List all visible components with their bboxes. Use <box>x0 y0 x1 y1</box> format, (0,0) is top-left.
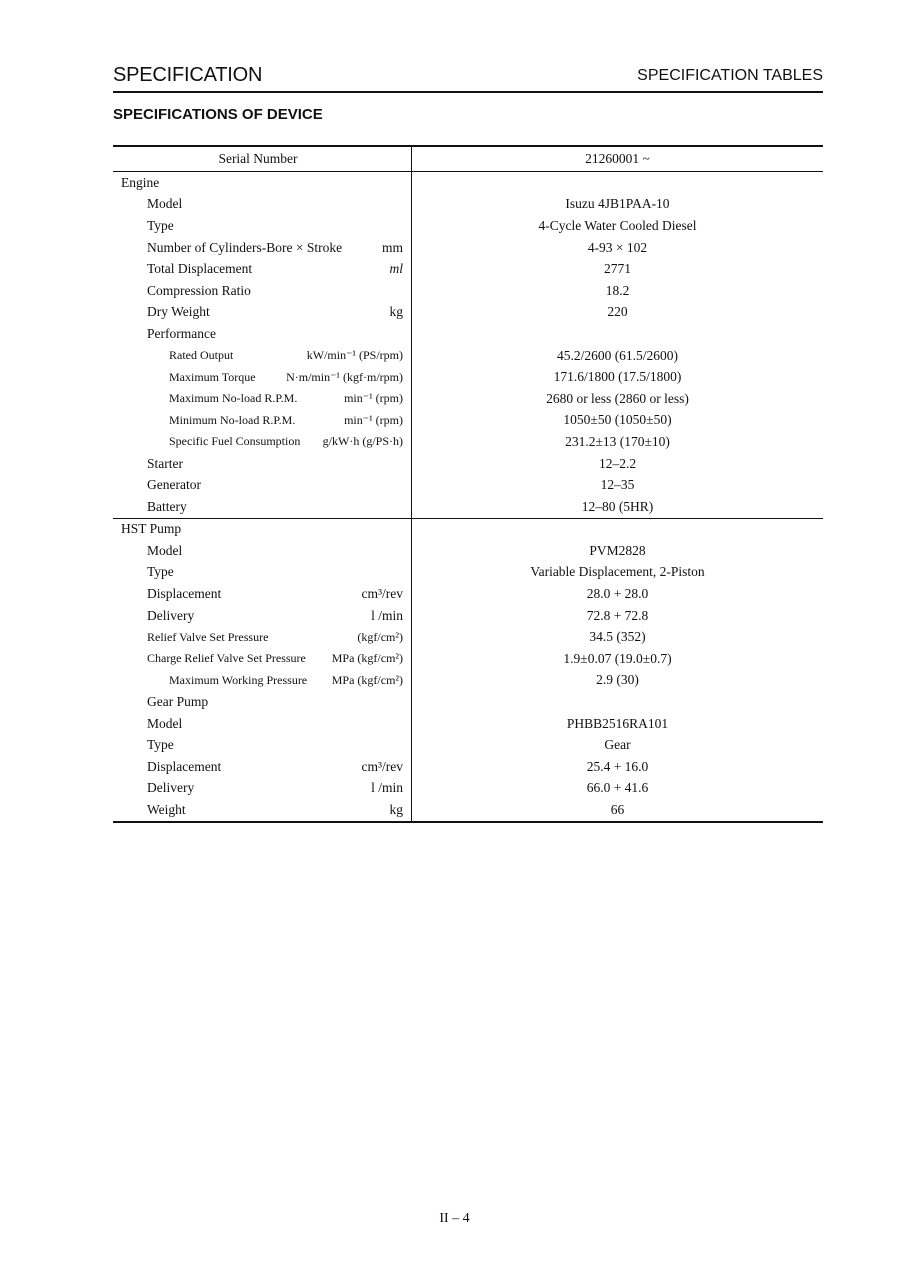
table-row: Specific Fuel Consumption g/kW·h (g/PS·h) 231.2±13 (170±10) <box>113 431 823 453</box>
spec-table <box>113 145 823 823</box>
table-row: Type Variable Displacement, 2-Piston <box>113 562 823 584</box>
table-row: Weight kg 66 <box>113 799 823 821</box>
table-row: Battery 12–80 (5HR) <box>113 496 823 518</box>
table-row: Performance <box>113 323 823 345</box>
page-header-title: SPECIFICATION <box>113 64 263 86</box>
page-number: II – 4 <box>439 1211 470 1226</box>
table-row: Maximum Torque N·m/min⁻¹ (kgf·m/rpm) 171.6/1800 (17.5/1800) <box>113 366 823 388</box>
table-row: Number of Cylinders-Bore × Stroke mm 4-93 × 102 <box>113 237 823 259</box>
group-title: Gear Pump <box>147 694 209 710</box>
serial-number-value: 21260001 ~ <box>585 151 650 166</box>
table-row: Charge Relief Valve Set Pressure MPa (kgf/cm²) 1.9±0.07 (19.0±0.7) <box>113 648 823 670</box>
group-title: Engine <box>121 174 160 190</box>
table-bottom-rule <box>113 821 823 823</box>
table-row: Displacement cm³/rev 25.4 + 16.0 <box>113 756 823 778</box>
table-row: Total Displacement ml 2771 <box>113 258 823 280</box>
group-row-gear-pump <box>113 691 823 713</box>
table-row: Displacement cm³/rev 28.0 + 28.0 <box>113 583 823 605</box>
group-row-hst-pump <box>113 519 823 541</box>
group-title: HST Pump <box>121 521 182 537</box>
serial-number-label: Serial Number <box>218 151 298 166</box>
page-header-subtitle: SPECIFICATION TABLES <box>637 67 823 84</box>
table-row: Dry Weight kg 220 <box>113 302 823 324</box>
table-row: Delivery l /min 72.8 + 72.8 <box>113 605 823 627</box>
table-row: Model PVM2828 <box>113 540 823 562</box>
table-row: Delivery l /min 66.0 + 41.6 <box>113 778 823 800</box>
table-row: Starter 12–2.2 <box>113 453 823 475</box>
table-row: Compression Ratio 18.2 <box>113 280 823 302</box>
group-row-engine <box>113 172 823 194</box>
table-row: Model Isuzu 4JB1PAA-10 <box>113 194 823 216</box>
table-row: Minimum No-load R.P.M. min⁻¹ (rpm) 1050±50 (1050±50) <box>113 410 823 432</box>
table-row: Type 4-Cycle Water Cooled Diesel <box>113 215 823 237</box>
section-title: SPECIFICATIONS OF DEVICE <box>113 106 323 123</box>
table-row: Model PHBB2516RA101 <box>113 713 823 735</box>
table-header-row <box>113 147 823 171</box>
table-row: Type Gear <box>113 734 823 756</box>
table-row: Maximum No-load R.P.M. min⁻¹ (rpm) 2680 or less (2860 or less) <box>113 388 823 410</box>
header-divider <box>113 91 823 93</box>
table-row: Relief Valve Set Pressure (kgf/cm²) 34.5 (352) <box>113 626 823 648</box>
table-row: Rated Output kW/min⁻¹ (PS/rpm) 45.2/2600 (61.5/2600) <box>113 345 823 367</box>
table-row: Generator 12–35 <box>113 474 823 496</box>
header-label-cell <box>113 147 412 171</box>
table-row: Maximum Working Pressure MPa (kgf/cm²) 2.9 (30) <box>113 670 823 692</box>
